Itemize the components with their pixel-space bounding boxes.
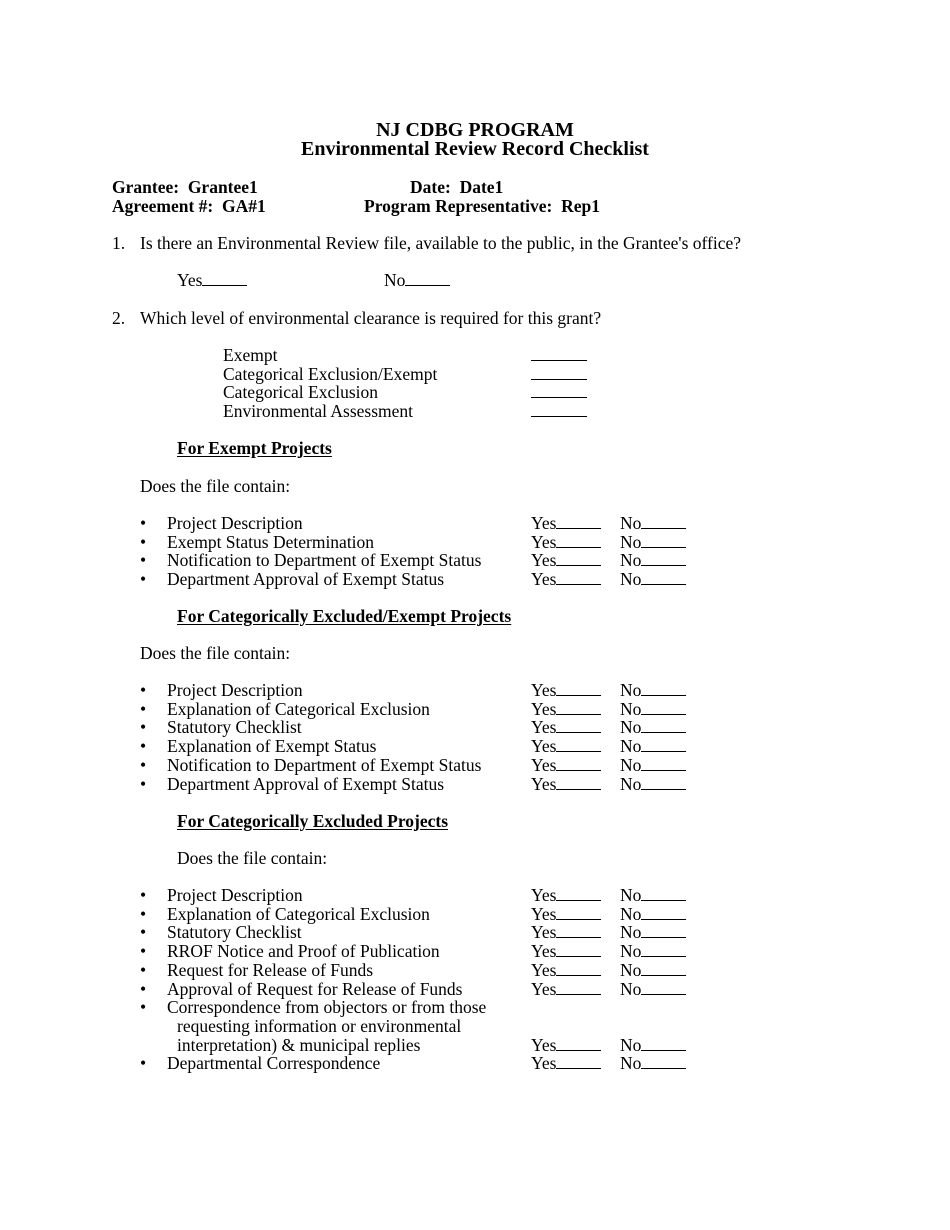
checklist-item-label: interpretation) & municipal replies <box>177 1035 421 1055</box>
bullet: • <box>140 513 147 533</box>
yes-blank[interactable] <box>556 570 601 585</box>
checklist-item-label: Department Approval of Exempt Status <box>167 774 445 794</box>
no-label: No <box>620 885 642 905</box>
bullet: • <box>140 922 147 942</box>
no-label: No <box>620 736 642 756</box>
clearance-option: Categorical Exclusion/Exempt <box>223 364 438 384</box>
clearance-blank[interactable] <box>531 346 587 365</box>
yes-blank[interactable] <box>556 775 601 790</box>
yes-blank[interactable] <box>556 756 601 771</box>
yes-label: Yes <box>531 736 557 756</box>
clearance-blank[interactable] <box>531 402 587 421</box>
no-blank[interactable] <box>405 271 450 286</box>
yes-option[interactable] <box>531 905 601 924</box>
checklist-item-label: Explanation of Exempt Status <box>167 736 377 756</box>
no-option[interactable] <box>620 923 686 942</box>
yes-label: Yes <box>531 550 557 570</box>
question-1-no[interactable] <box>384 271 450 290</box>
no-label: No <box>620 717 642 737</box>
clearance-option: Environmental Assessment <box>223 401 414 421</box>
yes-blank[interactable] <box>556 737 601 752</box>
checklist-item-label: requesting information or environmental <box>177 1016 462 1036</box>
yes-blank[interactable] <box>556 1036 601 1051</box>
no-option[interactable] <box>620 1054 686 1073</box>
no-blank[interactable] <box>641 551 686 566</box>
checklist-item-label: Explanation of Categorical Exclusion <box>167 904 430 924</box>
no-option[interactable] <box>620 942 686 961</box>
yes-label: Yes <box>531 1035 557 1055</box>
no-option[interactable] <box>620 886 686 905</box>
yes-blank[interactable] <box>556 681 601 696</box>
no-blank[interactable] <box>641 961 686 976</box>
yes-blank[interactable] <box>556 718 601 733</box>
no-option[interactable] <box>620 980 686 999</box>
yes-option[interactable] <box>531 1054 601 1073</box>
yes-blank[interactable] <box>556 700 601 715</box>
checklist-item-label: Project Description <box>167 680 303 700</box>
yes-option[interactable] <box>531 700 601 719</box>
yes-blank[interactable] <box>556 886 601 901</box>
no-blank[interactable] <box>641 905 686 920</box>
grantee-field <box>112 178 258 197</box>
yes-option[interactable] <box>531 551 601 570</box>
question-2-number: 2. <box>112 308 126 328</box>
yes-option[interactable] <box>531 737 601 756</box>
checklist-item-label: Request for Release of Funds <box>167 960 374 980</box>
yes-option[interactable] <box>531 775 601 794</box>
yes-blank[interactable] <box>202 271 247 286</box>
bullet: • <box>140 532 147 552</box>
file-contain-prompt: Does the file contain: <box>177 848 328 868</box>
yes-label: Yes <box>531 569 557 589</box>
yes-label: Yes <box>531 680 557 700</box>
yes-option[interactable] <box>531 886 601 905</box>
bullet: • <box>140 979 147 999</box>
bullet: • <box>140 736 147 756</box>
checklist-item-label: Statutory Checklist <box>167 922 302 942</box>
no-label: No <box>620 1035 642 1055</box>
no-label: No <box>620 922 642 942</box>
no-label: No <box>620 1053 642 1073</box>
bullet: • <box>140 960 147 980</box>
no-blank[interactable] <box>641 700 686 715</box>
section-heading-cat-excluded: For Categorically Excluded Projects <box>177 811 449 831</box>
question-1-number: 1. <box>112 233 126 253</box>
yes-option[interactable] <box>531 923 601 942</box>
no-option[interactable] <box>620 551 686 570</box>
date-field <box>410 178 503 197</box>
page-title: NJ CDBG PROGRAM <box>376 119 574 141</box>
checklist-item-label: RROF Notice and Proof of Publication <box>167 941 440 961</box>
program-rep-value: Rep1 <box>561 196 601 216</box>
yes-label: Yes <box>531 532 557 552</box>
no-option[interactable] <box>620 681 686 700</box>
no-label: No <box>620 904 642 924</box>
clearance-blank[interactable] <box>531 383 587 402</box>
bullet: • <box>140 1053 147 1073</box>
date-value: Date1 <box>459 177 504 197</box>
no-blank[interactable] <box>641 756 686 771</box>
no-option[interactable] <box>620 1036 686 1055</box>
bullet: • <box>140 755 147 775</box>
yes-option[interactable] <box>531 980 601 999</box>
yes-blank[interactable] <box>556 1054 601 1069</box>
yes-label: Yes <box>531 774 557 794</box>
no-label: No <box>620 532 642 552</box>
yes-option[interactable] <box>531 570 601 589</box>
no-blank[interactable] <box>641 681 686 696</box>
no-label: No <box>620 960 642 980</box>
yes-label: Yes <box>531 922 557 942</box>
bullet: • <box>140 699 147 719</box>
file-contain-prompt: Does the file contain: <box>140 643 291 663</box>
yes-label: Yes <box>531 755 557 775</box>
no-option[interactable] <box>620 905 686 924</box>
grantee-value: Grantee1 <box>187 177 258 197</box>
no-blank[interactable] <box>641 775 686 790</box>
checklist-item-label: Project Description <box>167 885 303 905</box>
no-label: No <box>620 699 642 719</box>
no-label: No <box>620 680 642 700</box>
checklist-item-label: Correspondence from objectors or from those <box>167 997 487 1017</box>
checklist-item-label: Department Approval of Exempt Status <box>167 569 445 589</box>
yes-blank[interactable] <box>556 551 601 566</box>
no-label: No <box>620 979 642 999</box>
bullet: • <box>140 680 147 700</box>
bullet: • <box>140 885 147 905</box>
yes-label: Yes <box>531 699 557 719</box>
checklist-item-label: Approval of Request for Release of Funds <box>167 979 463 999</box>
no-blank[interactable] <box>641 1036 686 1051</box>
file-contain-prompt: Does the file contain: <box>140 476 291 496</box>
yes-label: Yes <box>531 979 557 999</box>
agreement-value: GA#1 <box>221 196 266 216</box>
yes-blank[interactable] <box>556 980 601 995</box>
yes-label: Yes <box>531 941 557 961</box>
no-option[interactable] <box>620 756 686 775</box>
no-option[interactable] <box>620 718 686 737</box>
date-label: Date: <box>410 177 451 197</box>
question-1-yes[interactable] <box>177 271 247 290</box>
no-blank[interactable] <box>641 570 686 585</box>
checklist-item-label: Departmental Correspondence <box>167 1053 381 1073</box>
no-label: No <box>620 774 642 794</box>
yes-option[interactable] <box>531 756 601 775</box>
bullet: • <box>140 904 147 924</box>
grantee-label: Grantee: <box>112 177 180 197</box>
bullet: • <box>140 774 147 794</box>
agreement-label: Agreement #: <box>112 196 214 216</box>
question-2-text: Which level of environmental clearance is required for this grant? <box>140 308 602 328</box>
yes-option[interactable] <box>531 514 601 533</box>
program-rep-field <box>364 197 600 216</box>
no-option[interactable] <box>620 514 686 533</box>
no-blank[interactable] <box>641 533 686 548</box>
section-heading-cat-excluded-exempt: For Categorically Excluded/Exempt Projects <box>177 606 512 626</box>
yes-blank[interactable] <box>556 533 601 548</box>
yes-label: Yes <box>531 904 557 924</box>
no-option[interactable] <box>620 533 686 552</box>
yes-blank[interactable] <box>556 942 601 957</box>
yes-option[interactable] <box>531 1036 601 1055</box>
no-blank[interactable] <box>641 980 686 995</box>
yes-option[interactable] <box>531 533 601 552</box>
checklist-item-label: Notification to Department of Exempt Status <box>167 550 482 570</box>
no-blank[interactable] <box>641 737 686 752</box>
no-blank[interactable] <box>641 718 686 733</box>
no-label: No <box>620 569 642 589</box>
no-label: No <box>620 755 642 775</box>
checklist-item-label: Exempt Status Determination <box>167 532 375 552</box>
program-rep-label: Program Representative: <box>364 196 553 216</box>
no-option[interactable] <box>620 961 686 980</box>
question-1-text: Is there an Environmental Review file, available to the public, in the Grantee's office? <box>140 233 742 253</box>
clearance-option: Categorical Exclusion <box>223 382 379 402</box>
bullet: • <box>140 717 147 737</box>
no-option[interactable] <box>620 737 686 756</box>
checklist-item-label: Explanation of Categorical Exclusion <box>167 699 430 719</box>
yes-label: Yes <box>177 270 203 290</box>
page-subtitle: Environmental Review Record Checklist <box>301 138 649 160</box>
bullet: • <box>140 569 147 589</box>
bullet: • <box>140 550 147 570</box>
no-option[interactable] <box>620 700 686 719</box>
no-blank[interactable] <box>641 1054 686 1069</box>
no-blank[interactable] <box>641 514 686 529</box>
section-heading-exempt: For Exempt Projects <box>177 438 332 458</box>
yes-label: Yes <box>531 960 557 980</box>
yes-option[interactable] <box>531 681 601 700</box>
no-option[interactable] <box>620 775 686 794</box>
yes-blank[interactable] <box>556 923 601 938</box>
agreement-field <box>112 197 266 216</box>
clearance-blank[interactable] <box>531 365 587 384</box>
yes-label: Yes <box>531 717 557 737</box>
yes-blank[interactable] <box>556 514 601 529</box>
bullet: • <box>140 997 147 1017</box>
yes-label: Yes <box>531 513 557 533</box>
yes-option[interactable] <box>531 942 601 961</box>
no-label: No <box>620 941 642 961</box>
no-blank[interactable] <box>641 886 686 901</box>
checklist-item-label: Statutory Checklist <box>167 717 302 737</box>
yes-option[interactable] <box>531 961 601 980</box>
yes-blank[interactable] <box>556 905 601 920</box>
no-label: No <box>620 550 642 570</box>
yes-blank[interactable] <box>556 961 601 976</box>
yes-label: Yes <box>531 885 557 905</box>
yes-label: Yes <box>531 1053 557 1073</box>
bullet: • <box>140 941 147 961</box>
no-blank[interactable] <box>641 942 686 957</box>
yes-option[interactable] <box>531 718 601 737</box>
checklist-item-label: Project Description <box>167 513 303 533</box>
checklist-item-label: Notification to Department of Exempt Status <box>167 755 482 775</box>
no-label: No <box>620 513 642 533</box>
clearance-option: Exempt <box>223 345 278 365</box>
no-blank[interactable] <box>641 923 686 938</box>
no-label: No <box>384 270 406 290</box>
no-option[interactable] <box>620 570 686 589</box>
